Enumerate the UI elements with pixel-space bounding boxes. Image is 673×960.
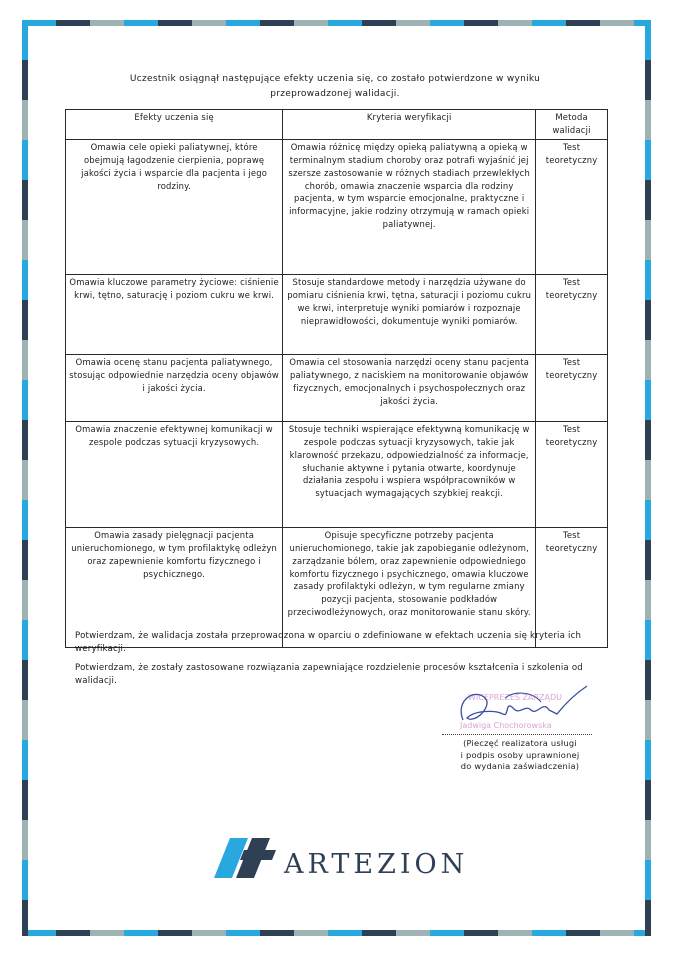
table-row <box>66 274 608 354</box>
artezion-logo-icon <box>214 838 276 878</box>
stamp-name: Jadwiga Chochorowska <box>460 721 552 730</box>
page-border-left <box>22 20 28 936</box>
effect-cell: Omawia znaczenie efektywnej komunikacji w zespole podczas sytuacji kryzysowych. <box>66 421 283 527</box>
signature-caption <box>440 738 600 773</box>
criteria-cell: Omawia różnicę między opieką paliatywną a opieką w terminalnym stadium choroby oraz potrafi wyjaśnić jej szersze zastosowanie w różnych stadiach przewlekłych chorób, omawia znaczenie wsparcia dla rodziny pacjenta, w tym wsparcie emocjonalne, praktyczne i informacyjne, jakie rodziny otrzymują w ramach opieki paliatywnej. <box>283 139 536 274</box>
criteria-cell: Omawia cel stosowania narzędzi oceny stanu pacjenta paliatywnego, z naciskiem na monitorowanie objawów fizycznych, emocjonalnych i psychospołecznych oraz jakości życia. <box>283 354 536 421</box>
method-cell: Test teoretyczny <box>536 139 608 274</box>
page-border-bottom <box>22 930 651 936</box>
effect-cell: Omawia zasady pielęgnacji pacjenta unieruchomionego, w tym profilaktykę odleżyn oraz zapewnienie komfortu fizycznego i psychicznego. <box>66 527 283 647</box>
learning-outcomes-table <box>65 109 608 648</box>
caption-line-1: (Pieczęć realizatora usługi <box>463 738 577 748</box>
confirmation-validation-criteria: Potwierdzam, że walidacja została przeprowadzona w oparciu o zdefiniowane w efektach uczenia się kryteria ich weryfikacji. <box>75 631 582 654</box>
header-criteria: Kryteria weryfikacji <box>283 110 536 140</box>
intro-line-2: przeprowadzonej walidacji. <box>270 89 400 99</box>
artezion-logo-text: ARTEZION <box>284 849 469 880</box>
method-cell: Test teoretyczny <box>536 527 608 647</box>
caption-line-2: i podpis osoby uprawnionej <box>460 749 580 760</box>
intro-text <box>90 72 580 102</box>
table-row <box>66 354 608 421</box>
table-header-row <box>66 110 608 140</box>
page-border-right <box>645 20 651 936</box>
effect-cell: Omawia kluczowe parametry życiowe: ciśnienie krwi, tętno, saturację i poziom cukru we krwi. <box>66 274 283 354</box>
page-border-top <box>22 20 651 26</box>
effect-cell: Omawia ocenę stanu pacjenta paliatywnego, stosując odpowiednie narzędzia oceny objawów i jakości życia. <box>66 354 283 421</box>
signature-line <box>442 726 592 735</box>
caption-line-3: do wydania zaświadczenia) <box>460 761 580 771</box>
criteria-cell: Stosuje standardowe metody i narzędzia używane do pomiaru ciśnienia krwi, tętna, saturacji i poziomu cukru we krwi, interpretuje wyniki pomiarów i rozpoznaje nieprawidłowości, dokumentuje wyniki pomiarów. <box>283 274 536 354</box>
method-cell: Test teoretyczny <box>536 274 608 354</box>
table-row <box>66 421 608 527</box>
method-cell: Test teoretyczny <box>536 421 608 527</box>
header-effects: Efekty uczenia się <box>66 110 283 140</box>
confirmation-process-separation: Potwierdzam, że zostały zastosowane rozwiązania zapewniające rozdzielenie procesów kształcenia i szkolenia od walidacji. <box>75 663 583 686</box>
header-method: Metoda walidacji <box>536 110 608 140</box>
table-row <box>66 139 608 274</box>
criteria-cell: Stosuje techniki wspierające efektywną komunikację w zespole podczas sytuacji kryzysowych, takie jak klarowność przekazu, odpowiedzialność za informacje, słuchanie aktywne i pytania otwarte, koordynuje działania zespołu i wspiera współpracowników w sytuacjach wymagających szybkiej reakcji. <box>283 421 536 527</box>
method-cell: Test teoretyczny <box>536 354 608 421</box>
stamp-title: WICEPREZES ZARZĄDU <box>468 693 562 702</box>
intro-line-1: Uczestnik osiągnął następujące efekty uczenia się, co zostało potwierdzone w wyniku <box>129 74 541 84</box>
effect-cell: Omawia cele opieki paliatywnej, które obejmują łagodzenie cierpienia, poprawę jakości życia i wsparcie dla pacjenta i jego rodziny. <box>66 139 283 274</box>
criteria-cell: Opisuje specyficzne potrzeby pacjenta unieruchomionego, takie jak zapobieganie odleżynom, zarządzanie bólem, oraz zapewnienie odpowiedniego komfortu fizycznego i psychicznego, omawia kluczowe zasady profilaktyki odleżyn, w tym regularne zmiany pozycji pacjenta, stosowanie podkładów przeciwodleżynowych, oraz monitorowanie stanu skóry. <box>283 527 536 647</box>
